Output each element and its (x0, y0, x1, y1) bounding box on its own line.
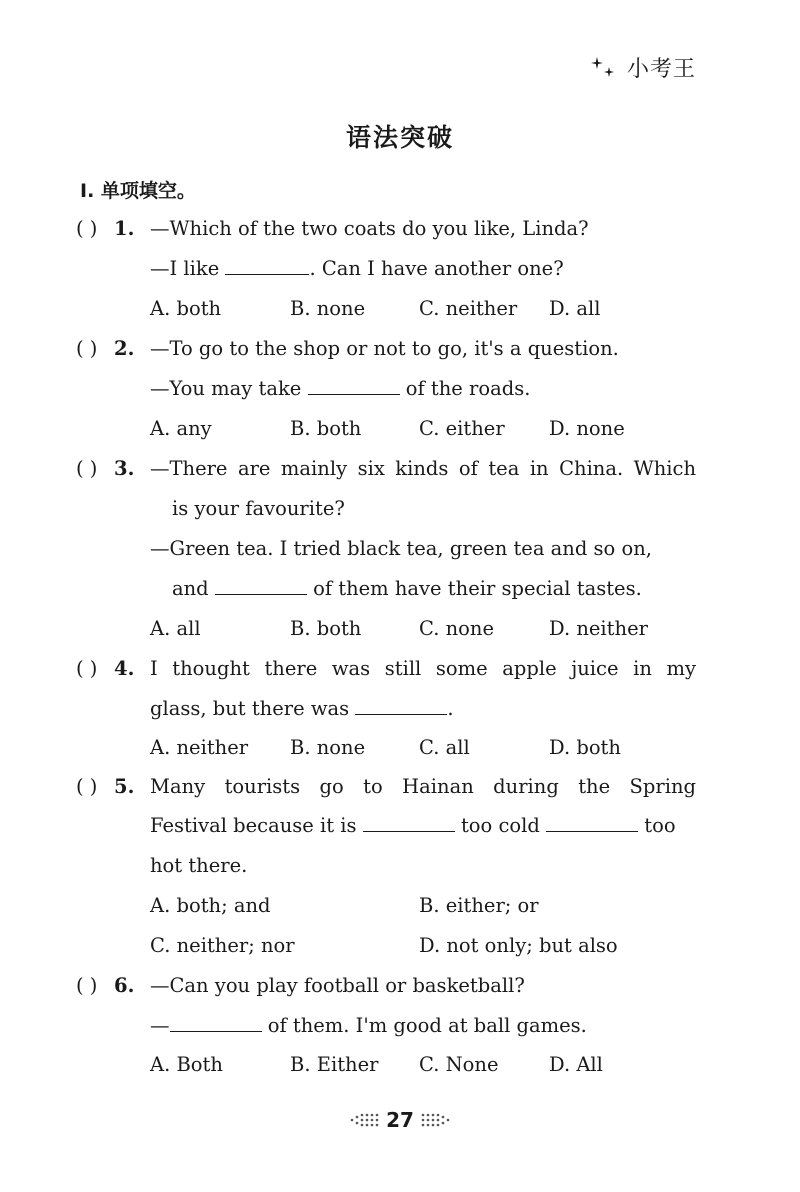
option-c[interactable]: C. None (419, 1053, 499, 1076)
question-text: Festival because it is (150, 814, 363, 837)
option-a[interactable]: A. all (150, 617, 201, 640)
option-a[interactable]: A. any (150, 417, 212, 440)
option-a[interactable]: A. Both (150, 1053, 223, 1076)
option-c[interactable]: C. all (419, 736, 470, 759)
option-a[interactable]: A. both (150, 297, 222, 320)
question-text: I thought there was still some apple juice in my (150, 657, 696, 680)
answer-blank[interactable] (546, 813, 638, 832)
question-number: 3. (114, 457, 135, 480)
reply-text: of them have their special tastes. (306, 577, 642, 600)
dots-decoration-icon (348, 1113, 380, 1127)
answer-blank[interactable] (225, 256, 309, 275)
brand-name: 小考王 (626, 57, 696, 82)
option-a[interactable]: A. both; and (150, 894, 271, 917)
question-text: is your favourite? (172, 497, 345, 520)
answer-paren[interactable]: ( ) (76, 657, 98, 680)
question-number: 6. (114, 974, 135, 997)
page-number: 27 (386, 1108, 414, 1132)
question-text: —Can you play football or basketball? (150, 974, 525, 997)
option-c[interactable]: C. none (419, 617, 495, 640)
question-text: —There are mainly six kinds of tea in China. Which (150, 457, 696, 480)
answer-blank[interactable] (308, 376, 400, 395)
question-text: . (447, 697, 454, 720)
reply-text: —You may take (150, 377, 308, 400)
section-heading: Ⅰ. 单项填空。 (80, 180, 196, 202)
option-d[interactable]: D. none (549, 417, 625, 440)
question-text: too (638, 814, 676, 837)
answer-paren[interactable]: ( ) (76, 457, 98, 480)
option-b[interactable]: B. none (290, 736, 366, 759)
option-c[interactable]: C. neither; nor (150, 934, 295, 957)
answer-blank[interactable] (170, 1013, 262, 1032)
reply-text: of the roads. (399, 377, 531, 400)
answer-blank[interactable] (215, 576, 307, 595)
answer-blank[interactable] (355, 696, 447, 715)
answer-blank[interactable] (363, 813, 455, 832)
reply-text: — (150, 1014, 170, 1037)
answer-paren[interactable]: ( ) (76, 337, 98, 360)
reply-text: —I like (150, 257, 226, 280)
question-text: —Which of the two coats do you like, Linda? (150, 217, 589, 240)
question-number: 1. (114, 217, 135, 240)
dots-decoration-icon (420, 1113, 452, 1127)
page-title: 语法突破 (345, 123, 454, 152)
option-d[interactable]: D. not only; but also (419, 934, 618, 957)
option-b[interactable]: B. none (290, 297, 366, 320)
brand-mark (589, 52, 696, 83)
option-c[interactable]: C. neither (419, 297, 518, 320)
option-b[interactable]: B. either; or (419, 894, 539, 917)
question-number: 4. (114, 657, 135, 680)
reply-text: —Green tea. I tried black tea, green tea and so on, (150, 537, 652, 560)
option-d[interactable]: D. neither (549, 617, 648, 640)
sparkle-icon (589, 53, 619, 83)
reply-text: and (172, 577, 215, 600)
question-number: 2. (114, 337, 135, 360)
reply-text: . Can I have another one? (309, 257, 564, 280)
option-a[interactable]: A. neither (150, 736, 249, 759)
option-c[interactable]: C. either (419, 417, 505, 440)
question-text: —To go to the shop or not to go, it's a question. (150, 337, 619, 360)
option-b[interactable]: B. both (290, 417, 362, 440)
question-text: Many tourists go to Hainan during the Spring (150, 775, 696, 798)
option-d[interactable]: D. all (549, 297, 601, 320)
question-text: hot there. (150, 854, 248, 877)
option-b[interactable]: B. both (290, 617, 362, 640)
question-number: 5. (114, 775, 135, 798)
option-d[interactable]: D. both (549, 736, 621, 759)
option-d[interactable]: D. All (549, 1053, 603, 1076)
question-text: too cold (454, 814, 547, 837)
option-b[interactable]: B. Either (290, 1053, 379, 1076)
answer-paren[interactable]: ( ) (76, 775, 98, 798)
page-footer (0, 1108, 800, 1132)
answer-paren[interactable]: ( ) (76, 217, 98, 240)
reply-text: of them. I'm good at ball games. (261, 1014, 587, 1037)
answer-paren[interactable]: ( ) (76, 974, 98, 997)
question-text: glass, but there was (150, 697, 356, 720)
